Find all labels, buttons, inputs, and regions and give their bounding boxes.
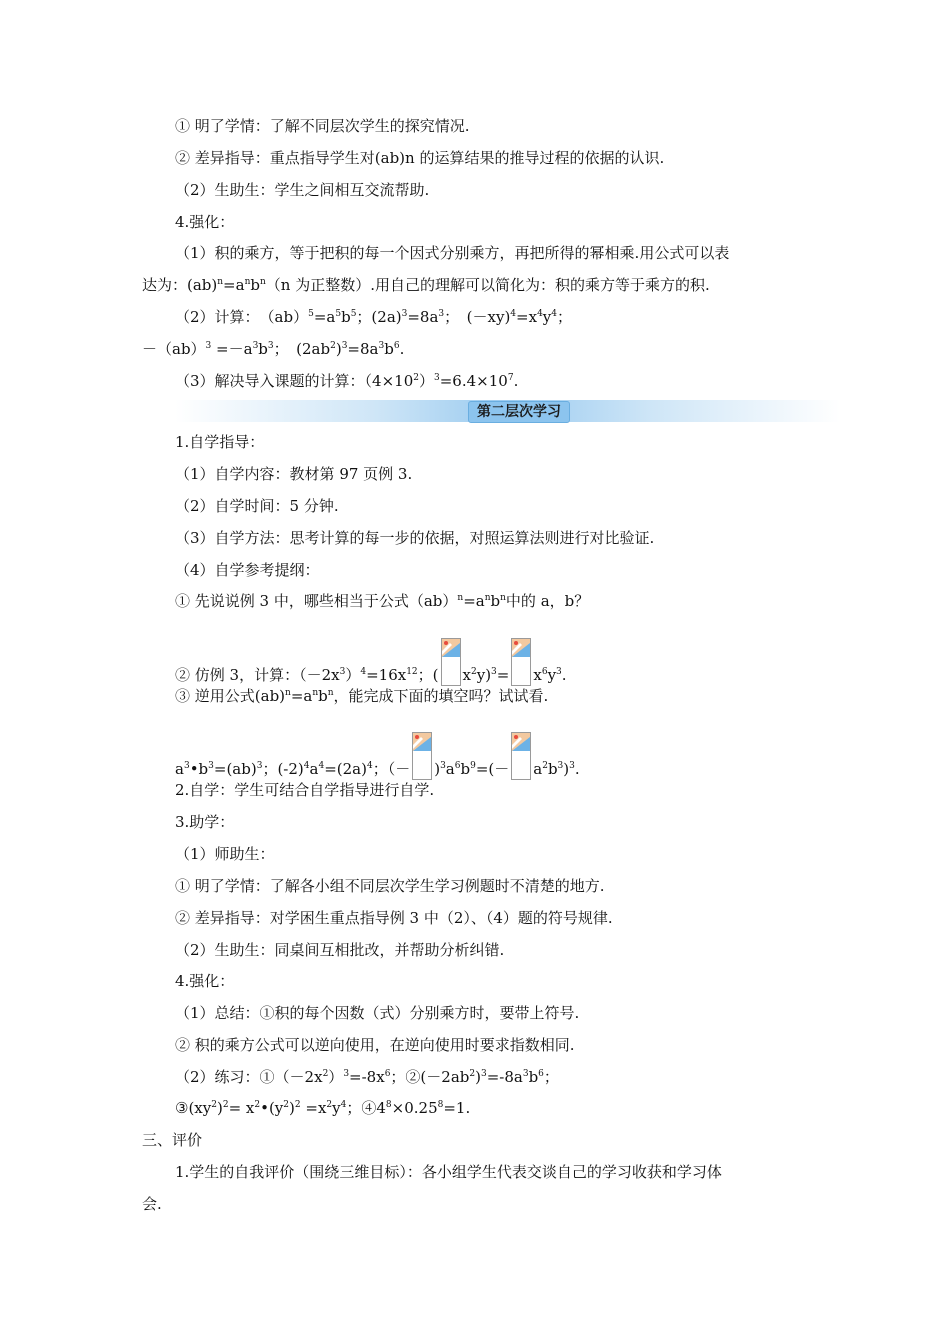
formula-line: $-(ab)^3 =-a^3b^3$； $(2ab^2)^3=8a^3b^6$. <box>142 340 405 358</box>
text-line: （1）师助生： <box>175 845 275 863</box>
formula-line: ① 先说说例 3 中，哪些相当于公式$(ab)^n=a^nb^n$中的 a，b？ <box>175 592 590 610</box>
section-heading: 4.强化： <box>175 972 235 990</box>
formula-line: $a^3•b^3=(ab)^3$；$(-2)^4a^4=(2a)^4$；（－ )$^3a^6b^9=(-$ $a^2b^3)^3$. <box>175 732 835 780</box>
section-heading: 3.助学： <box>175 813 235 831</box>
text-line: ② 差异指导：对学困生重点指导例 3 中（2）、（4）题的符号规律. <box>175 909 613 927</box>
image-placeholder-icon <box>412 732 432 780</box>
section-banner-title: 第二层次学习 <box>468 401 570 423</box>
text-line: （4）自学参考提纲： <box>175 561 320 579</box>
image-placeholder-icon <box>441 638 461 686</box>
text-line: 2.自学：学生可结合自学指导进行自学. <box>175 781 435 799</box>
image-placeholder-icon <box>511 638 531 686</box>
formula-line: ③ 逆用公式$(ab)^n=a^nb^n$，能完成下面的填空吗？试试看. <box>175 687 549 705</box>
text-line: ① 明了学情：了解各小组不同层次学生学习例题时不清楚的地方. <box>175 877 605 895</box>
formula-line: $③(xy^2)^2=$ $x^2•(y^2)^2 =x^2y^4$；$④4^8\times 0.25^8=1$. <box>175 1099 471 1117</box>
text-line: ② 差异指导：重点指导学生对(ab)n 的运算结果的推导过程的依据的认识. <box>175 149 665 167</box>
text-line: ② 积的乘方公式可以逆向使用，在逆向使用时要求指数相同. <box>175 1036 575 1054</box>
text-line: （1）自学内容：教材第 97 页例 3. <box>175 465 413 483</box>
section-banner <box>175 400 840 422</box>
text-line: （1）积的乘方，等于把积的每一个因式分别乘方，再把所得的幂相乘.用公式可以表 <box>175 244 730 262</box>
text-line: 1.学生的自我评价（围绕三维目标）：各小组学生代表交谈自己的学习收获和学习体 <box>175 1163 722 1181</box>
text-line: （2）生助生：同桌间互相批改，并帮助分析纠错. <box>175 941 505 959</box>
section-heading: 1.自学指导： <box>175 433 265 451</box>
text-line: 会. <box>142 1195 162 1213</box>
formula-line: ② 仿例 3，计算：$(-2x^3)^4=16x^{12}$；( $x^2y)^3=$ $x^6y^3$. <box>175 638 835 686</box>
formula-line: （2）练习：$①(-2x^2)^3=-8x^6$；$②(-2ab^2)^3=-8a^3b^6$； <box>175 1068 559 1086</box>
formula-line: （2）计算： $(ab)^5=a^5b^5$；$(2a)^3=8a^3$； $(-xy)^4=x^4y^4$； <box>175 308 573 326</box>
formula-line: （3）解决导入课题的计算：$(4\times 10^2)^3=6.4\times 10^7$. <box>175 372 519 390</box>
text-line: （2）自学时间：5 分钟. <box>175 497 339 515</box>
text-line: ① 明了学情：了解不同层次学生的探究情况. <box>175 117 470 135</box>
image-placeholder-icon <box>511 732 531 780</box>
text-line: （2）生助生：学生之间相互交流帮助. <box>175 181 430 199</box>
section-heading: 三、评价 <box>142 1131 203 1149</box>
formula-line: 达为：$(ab)^n=a^nb^n(n$ 为正整数）.用自己的理解可以简化为：积的乘方等于乘方的积. <box>142 276 710 294</box>
text-line: （1）总结：①积的每个因数（式）分别乘方时，要带上符号. <box>175 1004 580 1022</box>
text-line: （3）自学方法：思考计算的每一步的依据，对照运算法则进行对比验证. <box>175 529 655 547</box>
section-heading: 4.强化： <box>175 213 235 231</box>
